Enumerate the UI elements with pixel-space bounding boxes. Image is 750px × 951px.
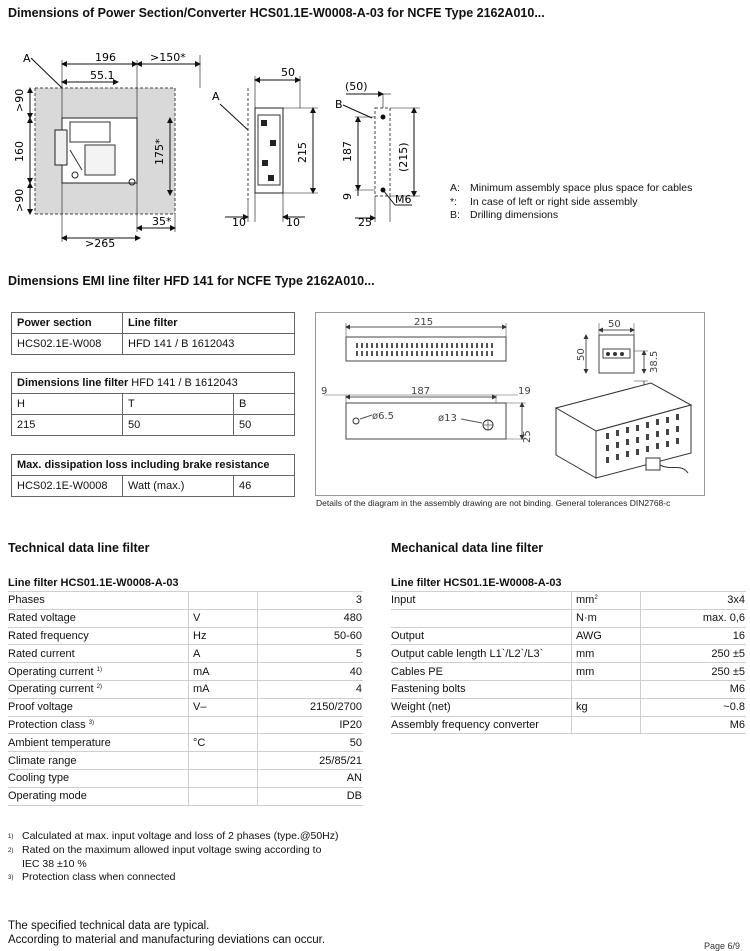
mech-value: 250 ±5 xyxy=(641,663,747,681)
mech-unit: mm xyxy=(572,645,641,663)
dim-55-1: 55.1 xyxy=(90,69,115,82)
dim-drill-215: (215) xyxy=(397,142,410,172)
mech-value: 16 xyxy=(641,627,747,645)
mech-data-title: Mechanical data line filter xyxy=(391,541,544,555)
line-filter-value: HFD 141 / B 1612043 xyxy=(123,334,295,355)
drawing-note: Details of the diagram in the assembly drawing are not binding. General tolerances DIN2768-c xyxy=(316,498,671,508)
tech-unit xyxy=(189,716,258,734)
tech-param: Operating current $^{1)}$ xyxy=(8,663,189,681)
mech-unit xyxy=(572,680,641,698)
footnote-2: 2) Rated on the maximum allowed input voltage swing according to xyxy=(8,844,322,856)
mech-value: ~0.8 xyxy=(641,698,747,716)
dim2-50-side: 50 xyxy=(576,348,587,361)
tech-unit: A xyxy=(189,645,258,663)
legend-item-a: A: Minimum assembly space plus space for cables xyxy=(450,182,693,194)
dim2-d13: ø13 xyxy=(438,413,457,424)
dim2-38-5: 38.5 xyxy=(649,350,660,373)
legend-item-b: B: Drilling dimensions xyxy=(450,209,559,221)
dim-val-b: 50 xyxy=(234,415,295,436)
tech-unit: V– xyxy=(189,698,258,716)
tech-data-subtitle: Line filter HCS01.1E-W0008-A-03 xyxy=(8,577,179,589)
filter-bottom-view xyxy=(346,403,506,439)
tech-unit xyxy=(189,769,258,787)
mech-value: M6 xyxy=(641,716,747,734)
tech-value: DB xyxy=(258,787,364,805)
mech-row xyxy=(391,663,746,681)
mech-value: max. 0,6 xyxy=(641,609,747,627)
tech-param: Protection class $^{3)}$ xyxy=(8,716,189,734)
mech-param: Output cable length L1`/L2`/L3` xyxy=(391,645,572,663)
dim-drill-25: 25 xyxy=(358,216,372,229)
power-section-value: HCS02.1E-W008 xyxy=(12,334,123,355)
dim-col-b: B xyxy=(234,394,295,415)
tech-unit: mA xyxy=(189,680,258,698)
tech-param: Rated voltage xyxy=(8,609,189,627)
footnotes xyxy=(8,830,339,885)
tech-value: 480 xyxy=(258,609,364,627)
dim-160: 160 xyxy=(13,141,26,162)
mech-param: Weight (net) xyxy=(391,698,572,716)
dim-150: >150* xyxy=(150,51,186,64)
dim-val-h: 215 xyxy=(12,415,123,436)
footnote-1: 1) Calculated at max. input voltage and loss of 2 phases (type.@50Hz) xyxy=(8,830,339,842)
tech-unit: V xyxy=(189,609,258,627)
dim2-50-top: 50 xyxy=(608,319,621,330)
dim-side-215: 215 xyxy=(296,142,309,163)
drill-plate xyxy=(375,108,390,196)
mech-param: Fastening bolts xyxy=(391,680,572,698)
label-a-front: A xyxy=(23,52,31,65)
dim-drill-187: 187 xyxy=(341,141,354,162)
tech-param: Proof voltage xyxy=(8,698,189,716)
tech-row xyxy=(8,645,363,663)
dim2-215: 215 xyxy=(414,317,434,328)
footer-line-1: The specified technical data are typical. xyxy=(8,920,210,932)
tech-row xyxy=(8,680,363,698)
mech-value: 3x4 xyxy=(641,592,747,610)
power-section-drawing xyxy=(0,30,440,255)
dim2-19: 19 xyxy=(518,386,531,397)
dim2-9: 9 xyxy=(321,386,328,397)
mech-row xyxy=(391,680,746,698)
tech-value: 4 xyxy=(258,680,364,698)
tech-row xyxy=(8,787,363,805)
tech-data-title: Technical data line filter xyxy=(8,541,150,555)
dissipation-unit: Watt (max.) xyxy=(123,476,234,497)
tech-unit: Hz xyxy=(189,627,258,645)
mech-row xyxy=(391,716,746,734)
dim-175: 175* xyxy=(153,138,166,165)
mech-param: Cables PE xyxy=(391,663,572,681)
tech-param: Ambient temperature xyxy=(8,734,189,752)
line-filter-drawing xyxy=(316,313,704,495)
dim-side-10b: 10 xyxy=(286,216,300,229)
tech-unit xyxy=(189,787,258,805)
tech-row xyxy=(8,698,363,716)
footnote-3: 3) Protection class when connected xyxy=(8,871,176,883)
dim-90-top: >90 xyxy=(13,88,26,112)
power-section-table xyxy=(11,312,295,355)
tech-param: Climate range xyxy=(8,752,189,770)
label-a-side: A xyxy=(212,90,220,103)
mech-unit: N·m xyxy=(572,609,641,627)
dissipation-model: HCS02.1E-W0008 xyxy=(12,476,123,497)
section-title-emi: Dimensions EMI line filter HFD 141 for NCFE Type 2162A010... xyxy=(8,274,375,288)
dim-side-10a: 10 xyxy=(232,216,246,229)
dim2-25: 25 xyxy=(522,430,533,443)
footer-text xyxy=(8,919,325,947)
dim-drill-9: 9 xyxy=(341,193,354,200)
mech-value: M6 xyxy=(641,680,747,698)
mech-unit: kg xyxy=(572,698,641,716)
dim-drill-m6: M6 xyxy=(395,193,412,206)
label-b: B xyxy=(335,98,343,111)
filter-top-view xyxy=(346,337,506,361)
dim-35: 35* xyxy=(152,215,172,228)
mech-param xyxy=(391,609,572,627)
page-number: Page 6/9 xyxy=(704,941,741,951)
tech-value: IP20 xyxy=(258,716,364,734)
dim-265: >265 xyxy=(85,237,116,250)
tech-data-table xyxy=(8,591,363,806)
tech-param: Rated frequency xyxy=(8,627,189,645)
dim-col-h: H xyxy=(12,394,123,415)
mech-row xyxy=(391,592,746,610)
footer-line-2: According to material and manufacturing deviations can occur. xyxy=(8,934,326,946)
dissipation-table xyxy=(11,454,295,497)
tech-param: Operating current $^{2)}$ xyxy=(8,680,189,698)
tech-param: Rated current xyxy=(8,645,189,663)
dim-val-t: 50 xyxy=(123,415,234,436)
dim-col-t: T xyxy=(123,394,234,415)
tech-value: 2150/2700 xyxy=(258,698,364,716)
mech-row xyxy=(391,645,746,663)
tech-row xyxy=(8,609,363,627)
mech-unit xyxy=(572,716,641,734)
dim-90-bottom: >90 xyxy=(13,188,26,212)
legend-item-star: *: In case of left or right side assembly xyxy=(450,195,638,208)
section-title-power: Dimensions of Power Section/Converter HCS01.1E-W0008-A-03 for NCFE Type 2162A010... xyxy=(8,6,545,20)
tech-value: 50 xyxy=(258,734,364,752)
tech-unit xyxy=(189,752,258,770)
dim2-187: 187 xyxy=(411,386,431,397)
tech-row xyxy=(8,752,363,770)
tech-value: 50-60 xyxy=(258,627,364,645)
tech-param: Phases xyxy=(8,592,189,610)
mech-unit: mm xyxy=(572,663,641,681)
tech-row xyxy=(8,716,363,734)
mech-row xyxy=(391,698,746,716)
tech-row xyxy=(8,734,363,752)
header-line-filter: Line filter xyxy=(123,313,295,334)
mech-param: Input xyxy=(391,592,572,610)
dim-196: 196 xyxy=(95,51,116,64)
mech-data-subtitle: Line filter HCS01.1E-W0008-A-03 xyxy=(391,577,562,589)
tech-value: AN xyxy=(258,769,364,787)
drawing-legend xyxy=(450,182,692,223)
mech-row xyxy=(391,627,746,645)
header-power-section: Power section xyxy=(12,313,123,334)
tech-param: Cooling type xyxy=(8,769,189,787)
mech-param: Output xyxy=(391,627,572,645)
mech-unit: $mm^2$ xyxy=(572,592,641,610)
mech-value: 250 ±5 xyxy=(641,645,747,663)
tech-unit: mA xyxy=(189,663,258,681)
mech-param: Assembly frequency converter xyxy=(391,716,572,734)
mech-row xyxy=(391,609,746,627)
tech-row xyxy=(8,663,363,681)
dimensions-table xyxy=(11,372,295,436)
tech-value: 40 xyxy=(258,663,364,681)
dimensions-table-title: Dimensions line filter HFD 141 / B 1612043 xyxy=(12,373,295,394)
mech-unit: AWG xyxy=(572,627,641,645)
tech-value: 3 xyxy=(258,592,364,610)
footnote-2-cont: IEC 38 ±10 % xyxy=(22,858,87,870)
dim2-d6-5: ø6.5 xyxy=(372,411,395,422)
tech-value: 25/85/21 xyxy=(258,752,364,770)
dissipation-value: 46 xyxy=(234,476,295,497)
dim-side-50: 50 xyxy=(281,66,295,79)
tech-row xyxy=(8,769,363,787)
tech-row xyxy=(8,592,363,610)
tech-row xyxy=(8,627,363,645)
dim-drill-50: (50) xyxy=(345,80,368,93)
dissipation-table-title: Max. dissipation loss including brake resistance xyxy=(12,455,295,476)
tech-value: 5 xyxy=(258,645,364,663)
tech-unit: °C xyxy=(189,734,258,752)
line-filter-drawing-frame xyxy=(315,312,705,496)
tech-unit xyxy=(189,592,258,610)
tech-param: Operating mode xyxy=(8,787,189,805)
filter-isometric xyxy=(556,383,691,478)
mech-data-table xyxy=(391,591,746,734)
